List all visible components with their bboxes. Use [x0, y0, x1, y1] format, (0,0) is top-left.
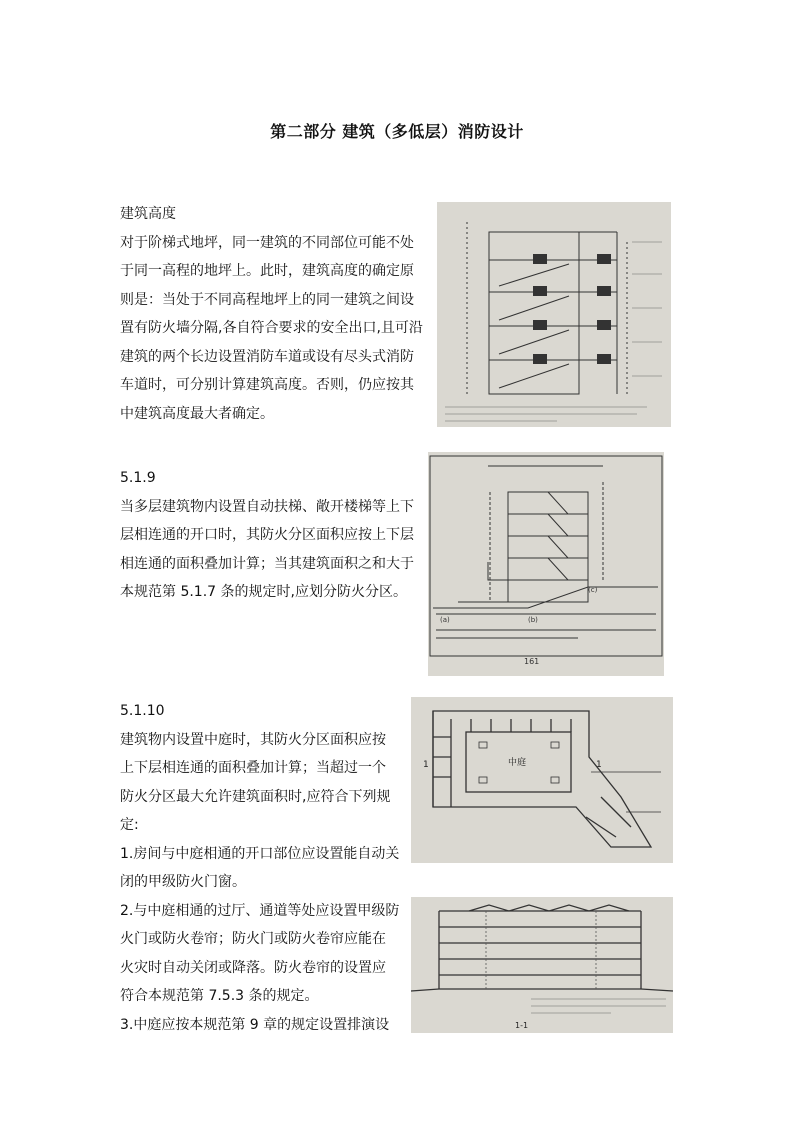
text-line: 防火分区最大允许建筑面积时,应符合下列规 — [120, 788, 391, 805]
section-heading: 5.1.10 — [120, 703, 165, 719]
figure-open-stair-section — [428, 452, 664, 676]
text-line: 则是：当处于不同高程地坪上的同一建筑之间设 — [120, 291, 414, 308]
section-marker-left: 1 — [423, 760, 429, 770]
section-5-1-10 — [120, 697, 405, 1039]
page-title: 第二部分 建筑（多低层）消防设计 — [270, 122, 524, 141]
section-5-1-9 — [120, 464, 420, 607]
text-line: 本规范第 5.1.7 条的规定时,应划分防火分区。 — [120, 584, 407, 600]
text-line: 建筑的两个长边设置消防车道或设有尽头式消防 — [120, 348, 414, 365]
text-line: 火灾时自动关闭或降落。防火卷帘的设置应 — [120, 959, 386, 976]
figure-stepped-building-section — [437, 202, 671, 427]
figure-atrium-section — [411, 897, 673, 1033]
text-line: 闭的甲级防火门窗。 — [120, 874, 246, 890]
text-line: 建筑物内设置中庭时，其防火分区面积应按 — [120, 731, 386, 748]
text-line: 3.中庭应按本规范第 9 章的规定设置排演设 — [120, 1016, 390, 1033]
section-heading: 5.1.9 — [120, 470, 156, 486]
label-b: (b) — [528, 616, 538, 624]
text-line: 当多层建筑物内设置自动扶梯、敞开楼梯等上下 — [120, 498, 414, 515]
text-line: 中建筑高度最大者确定。 — [120, 405, 274, 422]
text-line: 1.房间与中庭相通的开口部位应设置能自动关 — [120, 845, 400, 862]
text-line: 符合本规范第 7.5.3 条的规定。 — [120, 988, 319, 1004]
section-drawing — [437, 202, 671, 427]
figure-atrium-plan — [411, 697, 673, 863]
text-line: 层相连通的开口时，其防火分区面积应按上下层 — [120, 527, 414, 543]
label-a: (a) — [440, 616, 450, 624]
text-line: 对于阶梯式地坪，同一建筑的不同部位可能不处 — [120, 234, 414, 251]
section-marker-right: 1 — [596, 760, 602, 770]
atrium-label: 中庭 — [508, 758, 527, 768]
text-line: 置有防火墙分隔,各自符合要求的安全出口,且可沿 — [120, 320, 423, 336]
section-building-height — [120, 200, 430, 428]
section-drawing — [411, 897, 673, 1033]
text-line: 车道时，可分别计算建筑高度。否则，仍应按其 — [120, 377, 414, 393]
text-line: 2.与中庭相通的过厅、通道等处应设置甲级防 — [120, 902, 400, 919]
text-line: 相连通的面积叠加计算；当其建筑面积之和大于 — [120, 555, 414, 572]
page-number: 161 — [524, 657, 540, 666]
section-drawing — [428, 452, 664, 676]
section-heading: 建筑高度 — [120, 206, 176, 222]
plan-drawing — [411, 697, 673, 863]
text-line: 火门或防火卷帘；防火门或防火卷帘应能在 — [120, 931, 386, 947]
label-c: (c) — [588, 586, 598, 594]
text-line: 于同一高程的地坪上。此时，建筑高度的确定原 — [120, 263, 414, 279]
text-line: 定: — [120, 817, 139, 833]
section-label: 1-1 — [515, 1021, 529, 1030]
text-line: 上下层相连通的面积叠加计算；当超过一个 — [120, 760, 386, 776]
